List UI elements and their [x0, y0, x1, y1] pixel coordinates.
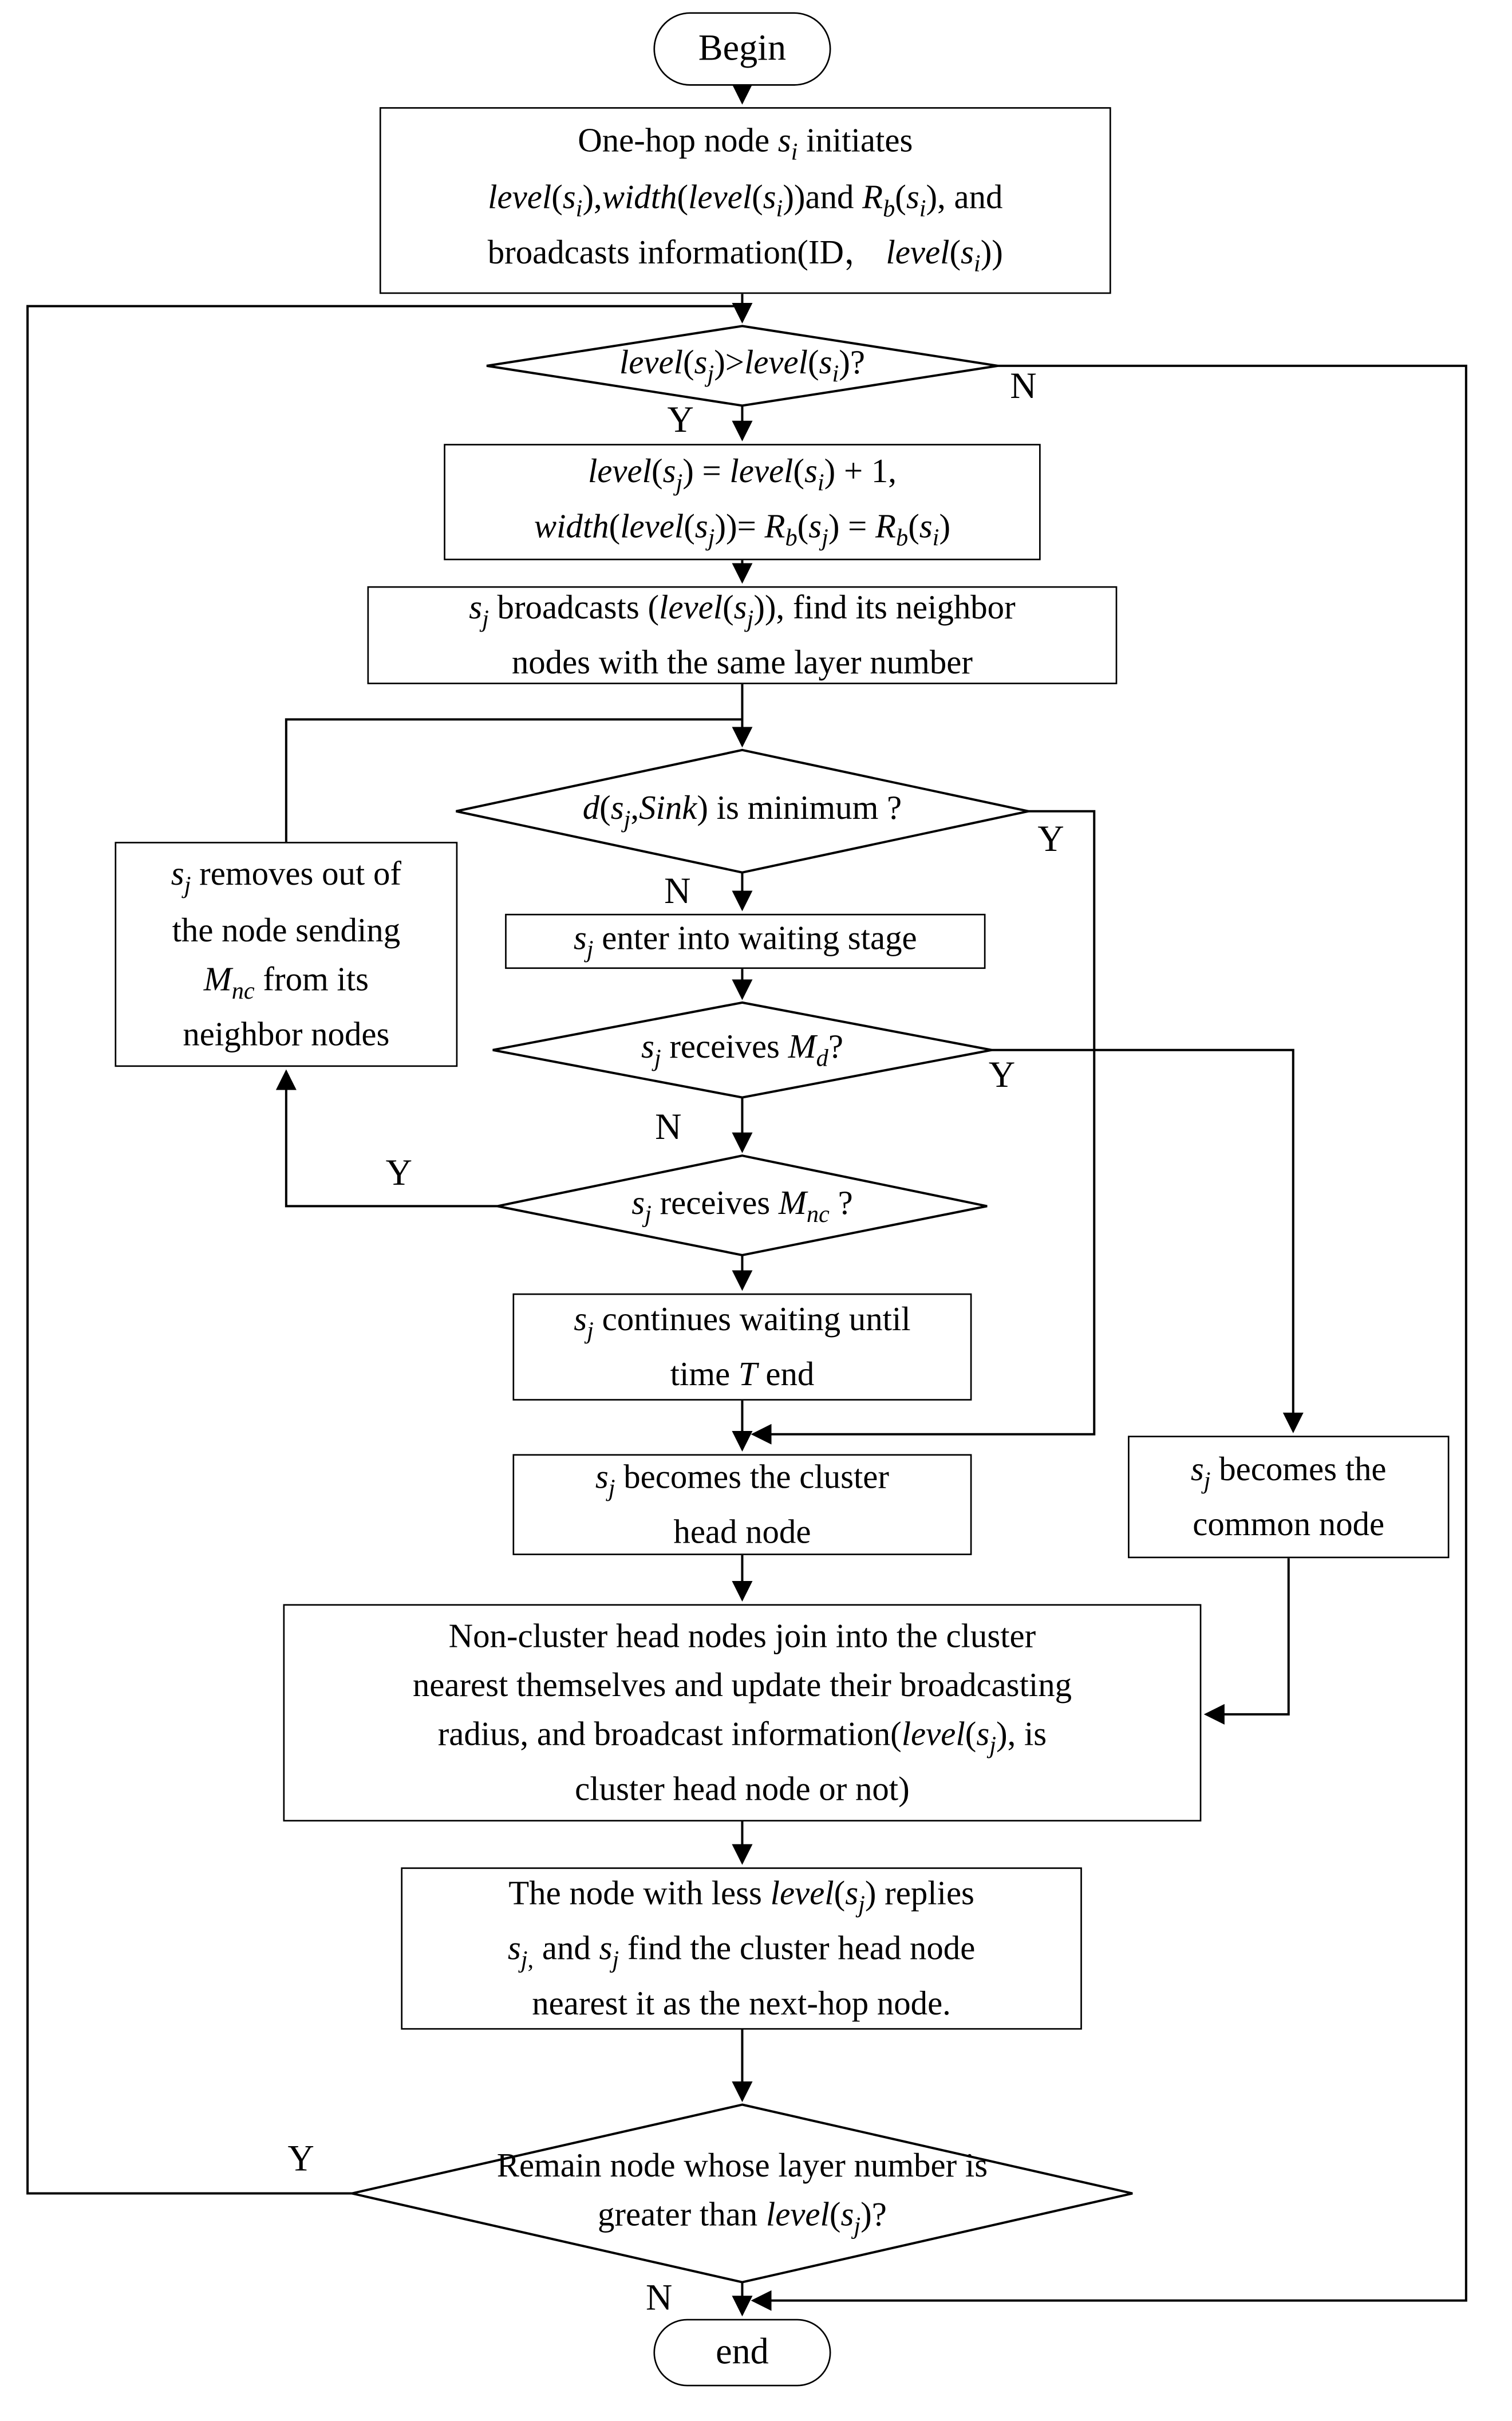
- reply-line: nearest it as the next-hop node.: [532, 1984, 951, 2023]
- mnc-check-diamond-shape: [498, 1156, 987, 1255]
- broadcast-line: nodes with the same layer number: [511, 643, 973, 682]
- join-line: radius, and broadcast $information(level(s_j)$, is: [437, 1714, 1047, 1759]
- join-cluster-box: [283, 1604, 1202, 1821]
- reply-line: The node with less $level(s_j)$ replies: [508, 1873, 974, 1918]
- cluster-head-line: head node: [673, 1512, 811, 1551]
- waiting-stage-box: [505, 914, 985, 969]
- begin-terminal: [653, 12, 831, 85]
- removes-line: the node sending: [172, 910, 401, 949]
- md-check-line: $s_j$ receives $M_d$?: [641, 1027, 843, 1072]
- broadcast-box: [368, 586, 1118, 684]
- level-check-diamond-shape: [487, 326, 998, 405]
- update-line: $width(level(s_j))= R_b(s_j) = R_b(s_i)$: [534, 506, 951, 552]
- join-line: Non-cluster head nodes join into the cluster: [448, 1616, 1036, 1655]
- init-line: broadcasts information(ID， $level(s_i)$): [487, 232, 1003, 278]
- continues-line: $s_j$ continues waiting until: [574, 1299, 911, 1344]
- common-node-line: common node: [1193, 1505, 1385, 1544]
- md-check-diamond-shape: [493, 1003, 992, 1098]
- label-distance-no: N: [664, 872, 691, 913]
- removes-line: $s_j$ removes out of: [171, 854, 401, 900]
- continues-waiting-box: [512, 1294, 972, 1401]
- remain-check-line: Remain node whose layer number is: [496, 2146, 988, 2185]
- edge-md-yes: [992, 1050, 1293, 1432]
- distance-check-diamond-shape: [456, 750, 1029, 873]
- label-md-no: N: [655, 1108, 682, 1148]
- removes-line: $M_{nc}$ from its: [203, 959, 369, 1004]
- update-level-box: [444, 444, 1041, 560]
- end-label: end: [716, 2332, 769, 2372]
- reply-nexthop-box: [401, 1867, 1082, 2029]
- waiting-line: $s_j$ enter into waiting stage: [573, 918, 917, 963]
- label-mnc-yes: Y: [385, 1154, 412, 1194]
- broadcast-line: $s_j$ broadcasts $(level(s_j))$, find its neighbor: [469, 587, 1016, 633]
- join-line: nearest themselves and update their broadcasting: [412, 1665, 1072, 1704]
- join-line: cluster head node or not): [575, 1769, 910, 1808]
- level-check-line: $level(s_j)>level(s_i)$?: [619, 342, 865, 388]
- update-line: $level(s_j)$ = $level(s_i) + 1$,: [587, 451, 897, 496]
- end-terminal: [653, 2319, 831, 2387]
- remain-check-diamond-shape: [352, 2105, 1132, 2282]
- cluster-head-box: [512, 1454, 972, 1555]
- begin-label: Begin: [698, 28, 787, 69]
- common-node-line: $s_j$ becomes the: [1190, 1449, 1387, 1495]
- removes-line: neighbor nodes: [183, 1014, 390, 1053]
- label-level-yes: Y: [667, 401, 694, 441]
- label-remain-no: N: [646, 2279, 673, 2319]
- label-level-no: N: [1010, 367, 1037, 408]
- init-line: One-hop node $s_i$ initiates: [578, 121, 913, 167]
- init-process-box: [380, 107, 1111, 294]
- removes-node-box: [115, 842, 457, 1067]
- cluster-head-line: $s_j$ becomes the cluster: [595, 1457, 890, 1503]
- init-line: $level(s_i),width(level(s_i))and$ $R_b(s_i)$, and: [488, 177, 1003, 223]
- label-remain-yes: Y: [287, 2139, 314, 2180]
- reply-line: $s_{j,}$ and $s_j$ find the cluster head node: [507, 1929, 976, 1974]
- remain-check-line: greater than $level(s_j)$?: [598, 2194, 887, 2240]
- common-node-box: [1128, 1436, 1449, 1558]
- continues-line: time T end: [670, 1355, 815, 1394]
- label-distance-yes: Y: [1037, 820, 1064, 861]
- label-md-yes: Y: [988, 1056, 1016, 1096]
- distance-check-line: $d(s_j,Sink)$ is minimum ?: [582, 788, 902, 833]
- mnc-check-line: $s_j$ receives $M_{nc}$ ?: [631, 1182, 853, 1228]
- edge-common-join: [1206, 1558, 1288, 1714]
